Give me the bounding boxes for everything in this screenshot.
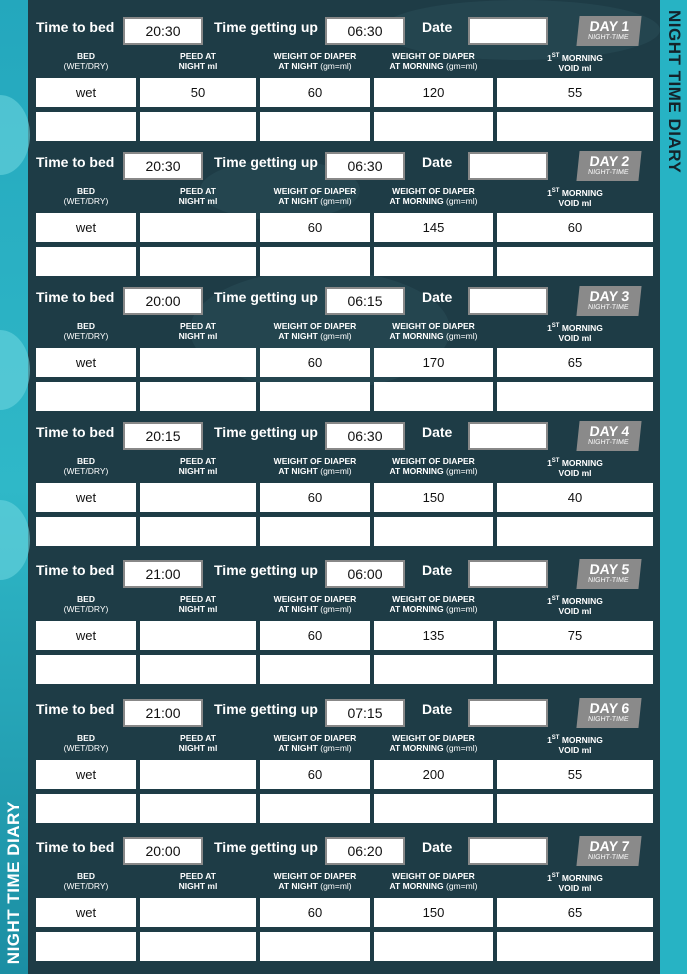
col-header-morning-void: 1ST MORNING VOID ml: [547, 187, 603, 208]
table-cell[interactable]: [140, 382, 256, 411]
day-block-3: [30, 285, 656, 415]
col-header-weight-morning: WEIGHT OF DIAPER AT MORNING (gm=ml): [389, 51, 478, 71]
time-to-bed-field[interactable]: 20:30: [123, 152, 203, 180]
day-header: [30, 420, 656, 450]
table-cell[interactable]: [140, 621, 256, 650]
date-field[interactable]: [468, 560, 548, 588]
col-header-bed: BED (WET/DRY): [63, 871, 109, 891]
col-header-weight-morning: WEIGHT OF DIAPER AT MORNING (gm=ml): [389, 186, 478, 206]
col-header-weight-night: WEIGHT OF DIAPER AT NIGHT (gm=ml): [273, 871, 357, 891]
time-to-bed-label: Time to bed: [36, 19, 115, 35]
day-block-2: [30, 150, 656, 280]
table-cell[interactable]: 60: [260, 621, 370, 650]
date-label: Date: [422, 701, 453, 717]
time-getting-up-label: Time getting up: [214, 839, 318, 855]
time-getting-up-field[interactable]: 06:00: [325, 560, 405, 588]
side-title-right: NIGHT TIME DIARY: [665, 10, 684, 174]
day-badge: [576, 16, 641, 46]
col-header-bed: BED (WET/DRY): [63, 51, 109, 71]
col-header-morning-void: 1ST MORNING VOID ml: [547, 872, 603, 893]
col-header-weight-morning: WEIGHT OF DIAPER AT MORNING (gm=ml): [389, 871, 478, 891]
table-cell[interactable]: [140, 483, 256, 512]
col-header-weight-night: WEIGHT OF DIAPER AT NIGHT (gm=ml): [273, 733, 357, 753]
table-cell[interactable]: wet: [36, 483, 136, 512]
date-label: Date: [422, 839, 453, 855]
day-header: [30, 697, 656, 727]
table-cell[interactable]: [36, 382, 136, 411]
table-cell[interactable]: 40: [497, 483, 653, 512]
table-cell[interactable]: [374, 247, 493, 276]
col-header-weight-night: WEIGHT OF DIAPER AT NIGHT (gm=ml): [273, 594, 357, 614]
day-badge-sub: NIGHT-TIME: [587, 304, 629, 311]
time-getting-up-field[interactable]: 06:30: [325, 17, 405, 45]
table-cell[interactable]: [497, 382, 653, 411]
table-cell[interactable]: [140, 932, 256, 961]
table-cell[interactable]: 145: [374, 213, 493, 242]
table-cell[interactable]: [497, 112, 653, 141]
day-badge-sub: NIGHT-TIME: [587, 169, 629, 176]
table-cell[interactable]: [140, 348, 256, 377]
table-cell[interactable]: [36, 517, 136, 546]
table-cell[interactable]: [374, 794, 493, 823]
col-header-weight-morning: WEIGHT OF DIAPER AT MORNING (gm=ml): [389, 456, 478, 476]
col-header-weight-night: WEIGHT OF DIAPER AT NIGHT (gm=ml): [273, 456, 357, 476]
day-header: [30, 285, 656, 315]
time-getting-up-field[interactable]: 07:15: [325, 699, 405, 727]
day-badge: [576, 698, 641, 728]
col-header-bed: BED (WET/DRY): [63, 186, 109, 206]
col-header-peed: PEED AT NIGHT ml: [178, 456, 218, 476]
col-header-weight-night: WEIGHT OF DIAPER AT NIGHT (gm=ml): [273, 321, 357, 341]
col-header-morning-void: 1ST MORNING VOID ml: [547, 457, 603, 478]
time-to-bed-field[interactable]: 20:00: [123, 287, 203, 315]
col-header-morning-void: 1ST MORNING VOID ml: [547, 322, 603, 343]
table-cell[interactable]: [374, 517, 493, 546]
col-header-bed: BED (WET/DRY): [63, 456, 109, 476]
date-label: Date: [422, 154, 453, 170]
day-badge-sub: NIGHT-TIME: [587, 439, 629, 446]
col-header-weight-night: WEIGHT OF DIAPER AT NIGHT (gm=ml): [273, 186, 357, 206]
table-cell[interactable]: [497, 247, 653, 276]
day-header: [30, 558, 656, 588]
table-cell[interactable]: [140, 760, 256, 789]
table-cell[interactable]: [140, 655, 256, 684]
col-header-weight-morning: WEIGHT OF DIAPER AT MORNING (gm=ml): [389, 594, 478, 614]
day-block-7: [30, 835, 656, 965]
day-badge: [576, 559, 641, 589]
col-header-bed: BED (WET/DRY): [63, 321, 109, 341]
table-cell[interactable]: [497, 517, 653, 546]
col-header-weight-morning: WEIGHT OF DIAPER AT MORNING (gm=ml): [389, 321, 478, 341]
day-badge-sub: NIGHT-TIME: [587, 577, 629, 584]
col-header-peed: PEED AT NIGHT ml: [178, 186, 218, 206]
table-cell[interactable]: [260, 517, 370, 546]
table-cell[interactable]: [374, 382, 493, 411]
date-label: Date: [422, 562, 453, 578]
side-title-left: NIGHT TIME DIARY: [4, 800, 23, 964]
table-cell[interactable]: [497, 794, 653, 823]
date-label: Date: [422, 19, 453, 35]
time-getting-up-label: Time getting up: [214, 154, 318, 170]
time-getting-up-field[interactable]: 06:30: [325, 422, 405, 450]
col-header-bed: BED (WET/DRY): [63, 594, 109, 614]
date-field[interactable]: [468, 422, 548, 450]
col-header-weight-morning: WEIGHT OF DIAPER AT MORNING (gm=ml): [389, 733, 478, 753]
table-cell[interactable]: [140, 213, 256, 242]
day-header: [30, 835, 656, 865]
date-field[interactable]: [468, 837, 548, 865]
time-to-bed-label: Time to bed: [36, 701, 115, 717]
table-cell[interactable]: [36, 112, 136, 141]
table-cell[interactable]: [140, 112, 256, 141]
table-cell[interactable]: 65: [497, 898, 653, 927]
table-cell[interactable]: 150: [374, 483, 493, 512]
table-cell[interactable]: [36, 655, 136, 684]
table-cell[interactable]: 60: [260, 213, 370, 242]
table-cell[interactable]: wet: [36, 78, 136, 107]
day-badge: [576, 286, 641, 316]
table-cell[interactable]: [140, 898, 256, 927]
day-badge-sub: NIGHT-TIME: [587, 34, 629, 41]
day-badge-label: DAY 7: [588, 838, 631, 854]
time-getting-up-label: Time getting up: [214, 289, 318, 305]
time-to-bed-field[interactable]: 21:00: [123, 560, 203, 588]
day-header: [30, 150, 656, 180]
day-badge-label: DAY 2: [588, 153, 631, 169]
table-cell[interactable]: [374, 932, 493, 961]
col-header-peed: PEED AT NIGHT ml: [178, 51, 218, 71]
time-getting-up-field[interactable]: 06:15: [325, 287, 405, 315]
table-cell[interactable]: [36, 247, 136, 276]
col-header-morning-void: 1ST MORNING VOID ml: [547, 595, 603, 616]
table-cell[interactable]: 150: [374, 898, 493, 927]
day-badge: [576, 421, 641, 451]
table-cell[interactable]: [374, 655, 493, 684]
table-cell[interactable]: [140, 794, 256, 823]
time-to-bed-field[interactable]: 20:15: [123, 422, 203, 450]
table-cell[interactable]: [260, 655, 370, 684]
table-cell[interactable]: 170: [374, 348, 493, 377]
time-getting-up-label: Time getting up: [214, 424, 318, 440]
col-header-peed: PEED AT NIGHT ml: [178, 594, 218, 614]
table-cell[interactable]: wet: [36, 213, 136, 242]
table-cell[interactable]: 200: [374, 760, 493, 789]
time-getting-up-label: Time getting up: [214, 19, 318, 35]
col-header-weight-night: WEIGHT OF DIAPER AT NIGHT (gm=ml): [273, 51, 357, 71]
table-cell[interactable]: 75: [497, 621, 653, 650]
time-to-bed-label: Time to bed: [36, 154, 115, 170]
table-cell[interactable]: [260, 247, 370, 276]
time-to-bed-label: Time to bed: [36, 562, 115, 578]
table-cell[interactable]: [36, 794, 136, 823]
day-block-4: [30, 420, 656, 550]
day-badge-label: DAY 6: [588, 700, 631, 716]
date-field[interactable]: [468, 152, 548, 180]
table-cell[interactable]: 60: [260, 78, 370, 107]
time-to-bed-field[interactable]: 21:00: [123, 699, 203, 727]
table-cell[interactable]: [140, 247, 256, 276]
time-getting-up-field[interactable]: 06:20: [325, 837, 405, 865]
day-badge-sub: NIGHT-TIME: [587, 854, 629, 861]
day-block-6: [30, 697, 656, 827]
day-badge: [576, 151, 641, 181]
table-cell[interactable]: 135: [374, 621, 493, 650]
time-to-bed-label: Time to bed: [36, 424, 115, 440]
table-cell[interactable]: 65: [497, 348, 653, 377]
table-cell[interactable]: wet: [36, 898, 136, 927]
table-cell[interactable]: wet: [36, 621, 136, 650]
date-field[interactable]: [468, 699, 548, 727]
table-cell[interactable]: [497, 932, 653, 961]
col-header-morning-void: 1ST MORNING VOID ml: [547, 52, 603, 73]
table-cell[interactable]: [36, 932, 136, 961]
day-badge-label: DAY 4: [588, 423, 631, 439]
table-cell[interactable]: [260, 794, 370, 823]
table-cell[interactable]: [497, 655, 653, 684]
day-badge-label: DAY 1: [588, 18, 631, 34]
day-badge-label: DAY 5: [588, 561, 631, 577]
day-header: [30, 15, 656, 45]
table-cell[interactable]: 60: [260, 483, 370, 512]
col-header-peed: PEED AT NIGHT ml: [178, 871, 218, 891]
table-cell[interactable]: wet: [36, 760, 136, 789]
date-field[interactable]: [468, 287, 548, 315]
time-to-bed-field[interactable]: 20:00: [123, 837, 203, 865]
time-getting-up-label: Time getting up: [214, 701, 318, 717]
table-cell[interactable]: [260, 382, 370, 411]
table-cell[interactable]: 60: [260, 348, 370, 377]
table-cell[interactable]: [140, 517, 256, 546]
date-field[interactable]: [468, 17, 548, 45]
time-getting-up-label: Time getting up: [214, 562, 318, 578]
col-header-bed: BED (WET/DRY): [63, 733, 109, 753]
time-to-bed-label: Time to bed: [36, 839, 115, 855]
day-block-5: [30, 558, 656, 688]
table-cell[interactable]: 55: [497, 760, 653, 789]
day-badge: [576, 836, 641, 866]
time-getting-up-field[interactable]: 06:30: [325, 152, 405, 180]
col-header-peed: PEED AT NIGHT ml: [178, 733, 218, 753]
day-badge-sub: NIGHT-TIME: [587, 716, 629, 723]
table-cell[interactable]: 60: [260, 760, 370, 789]
table-cell[interactable]: 120: [374, 78, 493, 107]
table-cell[interactable]: 60: [497, 213, 653, 242]
table-cell[interactable]: 60: [260, 898, 370, 927]
time-to-bed-label: Time to bed: [36, 289, 115, 305]
day-block-1: [30, 15, 656, 145]
table-cell[interactable]: 55: [497, 78, 653, 107]
date-label: Date: [422, 289, 453, 305]
col-header-morning-void: 1ST MORNING VOID ml: [547, 734, 603, 755]
table-cell[interactable]: 50: [140, 78, 256, 107]
table-cell[interactable]: wet: [36, 348, 136, 377]
date-label: Date: [422, 424, 453, 440]
time-to-bed-field[interactable]: 20:30: [123, 17, 203, 45]
col-header-peed: PEED AT NIGHT ml: [178, 321, 218, 341]
day-badge-label: DAY 3: [588, 288, 631, 304]
table-cell[interactable]: [374, 112, 493, 141]
table-cell[interactable]: [260, 112, 370, 141]
table-cell[interactable]: [260, 932, 370, 961]
